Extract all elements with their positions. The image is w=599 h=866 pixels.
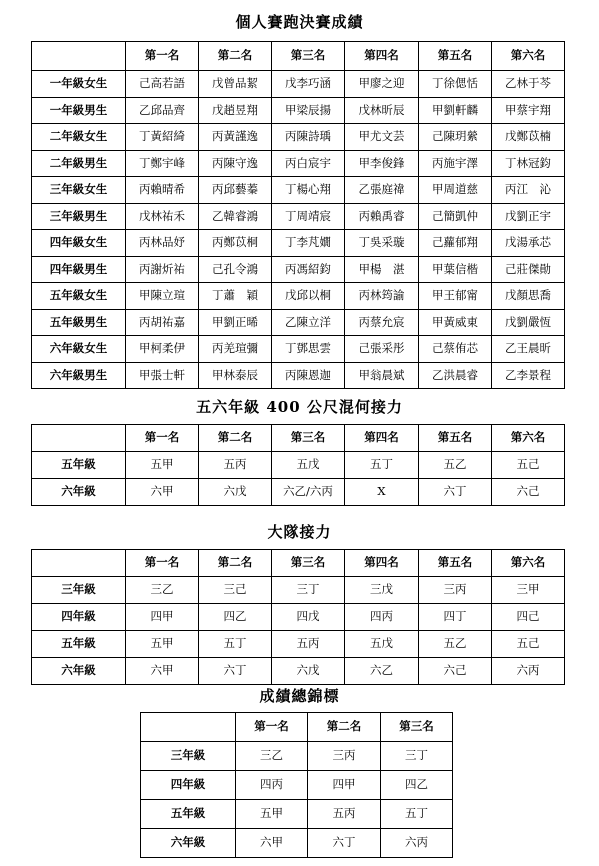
table-cell: 五甲 xyxy=(126,452,199,479)
header-row xyxy=(141,713,453,742)
column-header: 第六名 xyxy=(492,425,565,452)
table-cell: 四己 xyxy=(492,604,565,631)
table-cell: 己高若語 xyxy=(126,71,199,98)
table-cell: 甲劉正晞 xyxy=(199,309,272,336)
table-cell: 甲柯柔伊 xyxy=(126,336,199,363)
table-cell: 甲張士軒 xyxy=(126,362,199,389)
table-cell: 五己 xyxy=(492,631,565,658)
table-cell: 四丙 xyxy=(236,771,308,800)
table-cell: 六乙/六丙 xyxy=(272,479,345,506)
table-cell: 丁周靖宸 xyxy=(272,203,345,230)
column-header: 第三名 xyxy=(272,550,345,577)
table-cell: 丙白宸宇 xyxy=(272,150,345,177)
table-cell: 丙陳守逸 xyxy=(199,150,272,177)
column-header: 第四名 xyxy=(345,425,419,452)
row-header: 六年級女生 xyxy=(32,336,126,363)
table-cell: 五甲 xyxy=(126,631,199,658)
row-header: 五年級女生 xyxy=(32,283,126,310)
table-cell: 己蔡侑芯 xyxy=(419,336,492,363)
row-header: 五年級 xyxy=(32,631,126,658)
column-header: 第二名 xyxy=(308,713,381,742)
table-row xyxy=(32,452,565,479)
column-header: 第三名 xyxy=(272,42,345,71)
column-header: 第二名 xyxy=(199,42,272,71)
table-cell: 戊劉正宇 xyxy=(492,203,565,230)
row-header: 六年級男生 xyxy=(32,362,126,389)
table-cell: 丙賴晴希 xyxy=(126,177,199,204)
table-cell: 五乙 xyxy=(419,452,492,479)
row-header: 三年級女生 xyxy=(32,177,126,204)
table-row xyxy=(141,829,453,858)
table-row xyxy=(32,283,565,310)
table-cell: 四乙 xyxy=(199,604,272,631)
table-cell: 乙王晨昕 xyxy=(492,336,565,363)
table-cell: 丙施宇澤 xyxy=(419,150,492,177)
column-header: 第六名 xyxy=(492,42,565,71)
table-cell: 甲翁晨斌 xyxy=(345,362,419,389)
table-cell: X xyxy=(345,479,419,506)
table-cell: 三乙 xyxy=(236,742,308,771)
column-header: 第一名 xyxy=(126,42,199,71)
row-header: 四年級男生 xyxy=(32,256,126,283)
table-row xyxy=(32,177,565,204)
table-cell: 乙韓睿鴻 xyxy=(199,203,272,230)
table-cell: 丁李芃嫺 xyxy=(272,230,345,257)
table-cell: 五己 xyxy=(492,452,565,479)
table-row xyxy=(32,256,565,283)
header-row xyxy=(32,42,565,71)
table-cell: 丙江 沁 xyxy=(492,177,565,204)
table-cell: 四甲 xyxy=(126,604,199,631)
table-cell: 甲梁辰揚 xyxy=(272,97,345,124)
table-cell: 四乙 xyxy=(381,771,453,800)
table-cell: 甲蔡宇翔 xyxy=(492,97,565,124)
table-cell: 丙林品妤 xyxy=(126,230,199,257)
row-header: 四年級 xyxy=(32,604,126,631)
table-cell: 六戊 xyxy=(199,479,272,506)
row-header: 六年級 xyxy=(141,829,236,858)
row-header: 六年級 xyxy=(32,658,126,685)
table-cell: 乙李景程 xyxy=(492,362,565,389)
column-header: 第一名 xyxy=(126,550,199,577)
table-cell: 三己 xyxy=(199,577,272,604)
row-header: 一年級女生 xyxy=(32,71,126,98)
table-row xyxy=(32,336,565,363)
header-row xyxy=(32,425,565,452)
table-row xyxy=(32,631,565,658)
table-row xyxy=(32,309,565,336)
corner-cell xyxy=(141,713,236,742)
table-cell: 丙胡祐嘉 xyxy=(126,309,199,336)
table-cell: 五戊 xyxy=(272,452,345,479)
column-header: 第四名 xyxy=(345,550,419,577)
table-cell: 丁鄧思雲 xyxy=(272,336,345,363)
row-header: 六年級 xyxy=(32,479,126,506)
table-cell: 戊湯承芯 xyxy=(492,230,565,257)
table-cell: 甲劉軒麟 xyxy=(419,97,492,124)
row-header: 五年級 xyxy=(141,800,236,829)
individual-race-title: 個人賽跑決賽成績 xyxy=(235,13,364,31)
table-cell: 丁楊心翔 xyxy=(272,177,345,204)
table-cell: 丙馮紹鈞 xyxy=(272,256,345,283)
table-cell: 六己 xyxy=(492,479,565,506)
row-header: 三年級 xyxy=(141,742,236,771)
table-cell: 戊林祐禾 xyxy=(126,203,199,230)
column-header: 第一名 xyxy=(126,425,199,452)
relay-400m-table xyxy=(31,424,565,506)
overall-championship-title: 成績總錦標 xyxy=(259,687,340,705)
table-cell: 六戊 xyxy=(272,658,345,685)
table-row xyxy=(32,71,565,98)
table-cell: 五丙 xyxy=(272,631,345,658)
table-cell: 四丙 xyxy=(345,604,419,631)
table-cell: 三乙 xyxy=(126,577,199,604)
table-cell: 三戊 xyxy=(345,577,419,604)
column-header: 第五名 xyxy=(419,550,492,577)
table-cell: 五丙 xyxy=(308,800,381,829)
table-cell: 丙鄭苡桐 xyxy=(199,230,272,257)
table-cell: 戊林昕辰 xyxy=(345,97,419,124)
table-row xyxy=(32,230,565,257)
table-cell: 三丙 xyxy=(419,577,492,604)
table-cell: 甲楊 湛 xyxy=(345,256,419,283)
column-header: 第六名 xyxy=(492,550,565,577)
table-cell: 五乙 xyxy=(419,631,492,658)
table-cell: 戊劉嚴恆 xyxy=(492,309,565,336)
table-row xyxy=(32,362,565,389)
table-cell: 六丁 xyxy=(419,479,492,506)
table-cell: 丙賴禹睿 xyxy=(345,203,419,230)
table-cell: 六丙 xyxy=(492,658,565,685)
table-cell: 丁蕭 穎 xyxy=(199,283,272,310)
table-cell: 丁林冠鈞 xyxy=(492,150,565,177)
column-header: 第二名 xyxy=(199,425,272,452)
table-cell: 戊趙昱翔 xyxy=(199,97,272,124)
table-row xyxy=(141,800,453,829)
table-cell: 戊李巧涵 xyxy=(272,71,345,98)
table-cell: 己簡凱仲 xyxy=(419,203,492,230)
table-cell: 丙羌瑄彌 xyxy=(199,336,272,363)
column-header: 第一名 xyxy=(236,713,308,742)
table-row xyxy=(141,771,453,800)
table-cell: 甲陳立瑄 xyxy=(126,283,199,310)
table-cell: 三丁 xyxy=(381,742,453,771)
table-cell: 己孔令鴻 xyxy=(199,256,272,283)
row-header: 四年級 xyxy=(141,771,236,800)
table-cell: 己陳玥縈 xyxy=(419,124,492,151)
table-cell: 四戊 xyxy=(272,604,345,631)
table-cell: 甲王郁甯 xyxy=(419,283,492,310)
column-header: 第五名 xyxy=(419,42,492,71)
table-cell: 丁黃紹綺 xyxy=(126,124,199,151)
row-header: 三年級男生 xyxy=(32,203,126,230)
overall-championship-table xyxy=(140,712,453,858)
column-header: 第五名 xyxy=(419,425,492,452)
table-cell: 五丁 xyxy=(199,631,272,658)
table-cell: 甲尤文芸 xyxy=(345,124,419,151)
table-cell: 六甲 xyxy=(126,479,199,506)
table-row xyxy=(32,604,565,631)
table-cell: 丁徐偲恬 xyxy=(419,71,492,98)
table-row xyxy=(32,97,565,124)
row-header: 三年級 xyxy=(32,577,126,604)
table-cell: 乙陳立洋 xyxy=(272,309,345,336)
table-row xyxy=(141,742,453,771)
table-cell: 乙林于芩 xyxy=(492,71,565,98)
table-cell: 己蘿郁翔 xyxy=(419,230,492,257)
table-row xyxy=(32,479,565,506)
relay-400m-title: 五六年級 400 公尺混何接力 xyxy=(196,398,403,416)
table-cell: 六甲 xyxy=(236,829,308,858)
header-row xyxy=(32,550,565,577)
table-cell: 戊顏思喬 xyxy=(492,283,565,310)
table-cell: 六丁 xyxy=(308,829,381,858)
table-row xyxy=(32,658,565,685)
table-cell: 六甲 xyxy=(126,658,199,685)
table-cell: 甲周道慈 xyxy=(419,177,492,204)
table-row xyxy=(32,124,565,151)
table-cell: 戊鄭苡楠 xyxy=(492,124,565,151)
table-cell: 三丁 xyxy=(272,577,345,604)
table-cell: 戊曾品絜 xyxy=(199,71,272,98)
table-cell: 丙蔡允宸 xyxy=(345,309,419,336)
table-row xyxy=(32,203,565,230)
table-cell: 五丁 xyxy=(345,452,419,479)
table-cell: 三丙 xyxy=(308,742,381,771)
table-row xyxy=(32,577,565,604)
table-cell: 戊邱以桐 xyxy=(272,283,345,310)
table-cell: 五丙 xyxy=(199,452,272,479)
table-cell: 六己 xyxy=(419,658,492,685)
table-cell: 五戊 xyxy=(345,631,419,658)
team-relay-title: 大隊接力 xyxy=(267,523,332,541)
row-header: 二年級男生 xyxy=(32,150,126,177)
table-cell: 四甲 xyxy=(308,771,381,800)
table-cell: 甲黃威東 xyxy=(419,309,492,336)
table-cell: 六丙 xyxy=(381,829,453,858)
table-cell: 丁吳采璇 xyxy=(345,230,419,257)
table-cell: 丙謝炘祐 xyxy=(126,256,199,283)
table-cell: 六丁 xyxy=(199,658,272,685)
row-header: 四年級女生 xyxy=(32,230,126,257)
team-relay-table xyxy=(31,549,565,685)
table-cell: 丁鄭宇峰 xyxy=(126,150,199,177)
table-cell: 丙黃謹逸 xyxy=(199,124,272,151)
table-cell: 三甲 xyxy=(492,577,565,604)
table-cell: 己莊傑勛 xyxy=(492,256,565,283)
table-cell: 己張采彤 xyxy=(345,336,419,363)
corner-cell xyxy=(32,425,126,452)
table-cell: 乙邱品齊 xyxy=(126,97,199,124)
table-cell: 四丁 xyxy=(419,604,492,631)
table-cell: 甲林泰辰 xyxy=(199,362,272,389)
table-cell: 乙張庭禕 xyxy=(345,177,419,204)
corner-cell xyxy=(32,550,126,577)
table-cell: 六乙 xyxy=(345,658,419,685)
column-header: 第三名 xyxy=(272,425,345,452)
table-cell: 甲葉信楷 xyxy=(419,256,492,283)
table-cell: 甲廖之迎 xyxy=(345,71,419,98)
table-cell: 丙林筠諭 xyxy=(345,283,419,310)
table-cell: 五甲 xyxy=(236,800,308,829)
row-header: 一年級男生 xyxy=(32,97,126,124)
corner-cell xyxy=(32,42,126,71)
table-cell: 丙陳恩迦 xyxy=(272,362,345,389)
column-header: 第二名 xyxy=(199,550,272,577)
row-header: 二年級女生 xyxy=(32,124,126,151)
column-header: 第三名 xyxy=(381,713,453,742)
table-cell: 甲李俊鋒 xyxy=(345,150,419,177)
column-header: 第四名 xyxy=(345,42,419,71)
table-cell: 乙洪晨睿 xyxy=(419,362,492,389)
table-cell: 五丁 xyxy=(381,800,453,829)
table-row xyxy=(32,150,565,177)
table-cell: 丙陳詩瑀 xyxy=(272,124,345,151)
row-header: 五年級 xyxy=(32,452,126,479)
row-header: 五年級男生 xyxy=(32,309,126,336)
table-cell: 丙邱藝蓁 xyxy=(199,177,272,204)
individual-race-table xyxy=(31,41,565,389)
